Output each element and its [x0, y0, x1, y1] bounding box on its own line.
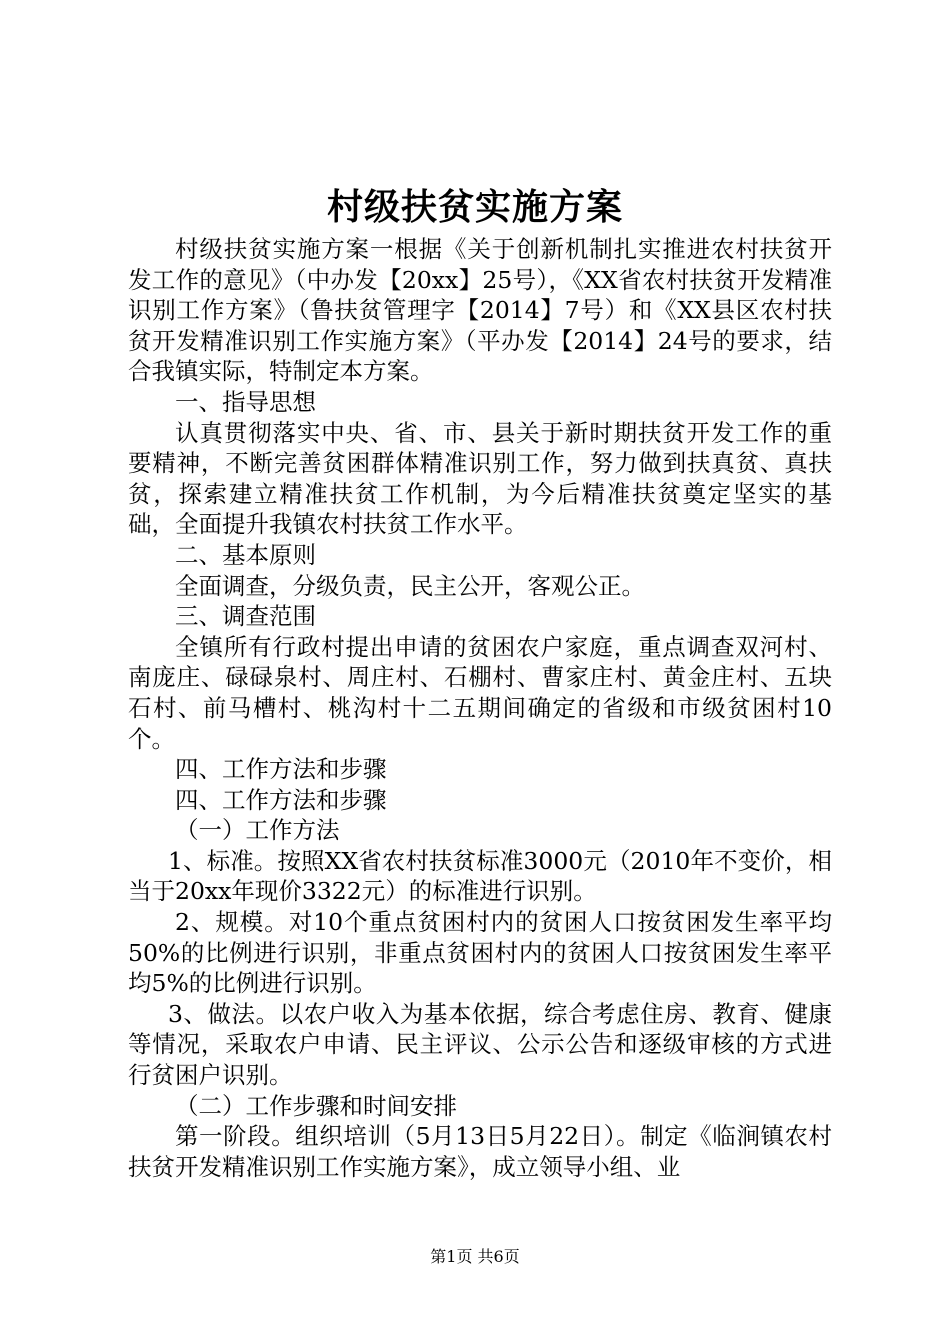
paragraph-guiding-ideology: 认真贯彻落实中央、省、市、县关于新时期扶贫开发工作的重要精神，不断完善贫困群体精准识别工作，努力做到扶真贫、真扶贫，探索建立精准扶贫工作机制，为今后精准扶贫奠定坚实的基础，全面提升我镇农村扶贫工作水平。 [128, 418, 832, 539]
subheading-steps-schedule: （二）工作步骤和时间安排 [175, 1091, 457, 1120]
paragraph-phase-one: 第一阶段。组织培训（5月13日5月22日）。制定《临涧镇农村扶贫开发精准识别工作实施方案》，成立领导小组、业 [128, 1122, 832, 1181]
paragraph-survey-scope: 全镇所有行政村提出申请的贫困农户家庭，重点调查双河村、南庞庄、碌碌泉村、周庄村、石棚村、曹家庄村、黄金庄村、五块石村、前马槽村、桃沟村十二五期间确定的省级和市级贫困村10个。 [128, 632, 832, 753]
document-body [128, 234, 832, 1182]
heading-basic-principles: 二、基本原则 [175, 540, 316, 569]
page-footer: 第1页 共6页 [430, 1247, 520, 1266]
paragraph-scale: 2、规模。对10个重点贫困村内的贫困人口按贫困发生率平均50%的比例进行识别，非重点贫困村内的贫困人口按贫困发生率平均5%的比例进行识别。 [128, 908, 832, 998]
paragraph-approach: 3、做法。以农户收入为基本依据，综合考虑住房、教育、健康等情况，采取农户申请、民主评议、公示公告和逐级审核的方式进行贫困户识别。 [128, 999, 832, 1090]
heading-methods-steps: 四、工作方法和步骤 [175, 755, 387, 784]
paragraph-intro: 村级扶贫实施方案一根据《关于创新机制扎实推进农村扶贫开发工作的意见》（中办发【20xx】25号），《XX省农村扶贫开发精准识别工作方案》（鲁扶贫管理字【2014】7号）和《XX县区农村扶贫开发精准识别工作实施方案》（平办发【2014】24号的要求，结合我镇实际，特制定本方案。 [128, 235, 832, 386]
subheading-work-methods: （一）工作方法 [175, 816, 340, 845]
heading-methods-steps-repeat: 四、工作方法和步骤 [175, 785, 387, 814]
heading-survey-scope: 三、调查范围 [175, 602, 316, 631]
document-title: 村级扶贫实施方案 [326, 186, 623, 228]
paragraph-basic-principles: 全面调查，分级负责，民主公开，客观公正。 [175, 571, 645, 600]
paragraph-standard: 1、标准。按照XX省农村扶贫标准3000元（2010年不变价，相当于20xx年现价3322元）的标准进行识别。 [128, 846, 832, 906]
heading-guiding-ideology: 一、指导思想 [175, 387, 316, 416]
